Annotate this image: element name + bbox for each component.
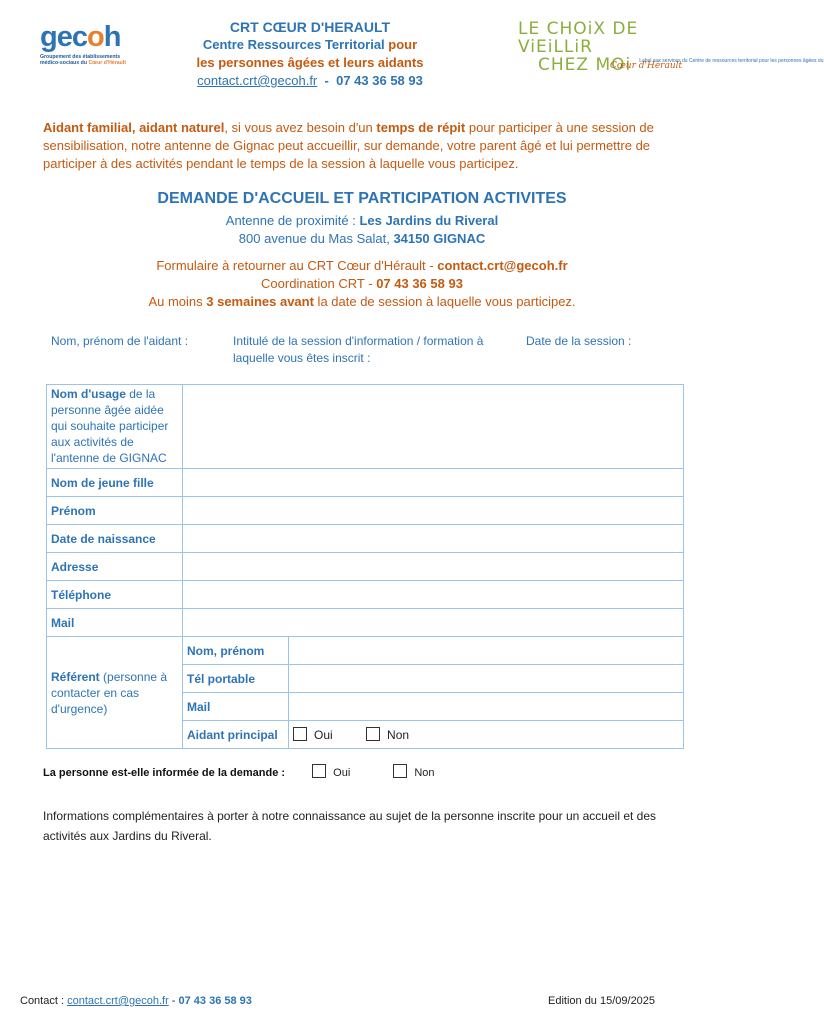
address-line: 800 avenue du Mas Salat, 34150 GIGNAC [238, 231, 486, 246]
main-caregiver-label: Aidant principal [183, 721, 289, 749]
delay-line: Au moins 3 semaines avant la date de session à laquelle vous participez. [148, 294, 576, 309]
footer-edition: Edition du 15/09/2025 [548, 995, 656, 1007]
referent-mail-label: Mail [183, 693, 289, 721]
address-field[interactable] [183, 553, 684, 581]
informed-question-row [43, 764, 475, 779]
maiden-name-label: Nom de jeune fille [47, 469, 183, 497]
session-date-label: Date de la session : [526, 334, 632, 348]
footer-email-link[interactable]: contact.crt@gecoh.fr [67, 995, 169, 1007]
table-row [47, 553, 684, 581]
usage-name-field[interactable] [183, 385, 684, 469]
usage-name-label: Nom d'usage de la personne âgée aidée qui souhaite participer aux activités de l'antenne de GIGNAC [47, 385, 183, 469]
intro-paragraph: Aidant familial, aidant naturel, si vous avez besoin d'un temps de répit pour participer à une session de sensibilisation, notre antenne de Gignac peut accueillir, sur demande, votre parent âgé et lui permettre de participer à des activités pendant le temps de la session à laquelle vous participez. [43, 120, 654, 171]
main-caregiver-options [289, 721, 684, 749]
request-form-table [46, 384, 684, 749]
table-row [47, 385, 684, 469]
phone-field[interactable] [183, 581, 684, 609]
coeur-herault-signature: Cœur d'Hérault [610, 61, 683, 71]
checkbox-icon[interactable] [293, 727, 307, 741]
gecoh-logo-word: gecoh [40, 21, 121, 53]
referent-mobile-label: Tél portable [183, 665, 289, 693]
crt-contact-line: contact.crt@gecoh.fr - 07 43 36 58 93 [197, 73, 423, 88]
additional-info-text: Informations complémentaires à porter à notre connaissance au sujet de la personne inscrite pour un accueil et des activités aux Jardins du Riveral. [43, 809, 657, 843]
mail-field[interactable] [183, 609, 684, 637]
table-row [47, 637, 684, 665]
main-caregiver-no[interactable]: Non [366, 727, 409, 742]
referent-label: Référent (personne à contacter en cas d'urgence) [47, 637, 183, 749]
referent-name-field[interactable] [289, 637, 684, 665]
coordination-line: Coordination CRT - 07 43 36 58 93 [261, 276, 463, 291]
informed-no[interactable]: Non [393, 764, 434, 779]
checkbox-icon[interactable] [366, 727, 380, 741]
aidant-name-label: Nom, prénom de l'aidant : [51, 334, 189, 348]
crt-subtitle-2: les personnes âgées et leurs aidants [196, 55, 424, 70]
table-row [47, 497, 684, 525]
footer-phone: 07 43 36 58 93 [178, 995, 252, 1007]
birthdate-field[interactable] [183, 525, 684, 553]
header-center [160, 18, 460, 90]
gecoh-logo-tagline: Groupement des établissements médico-sociaux du Cœur d'Hérault [40, 54, 126, 66]
choix-de-vieillir-logo: LE CHOiX DE ViEiLLiR CHEZ MOi Label aux services du Centre de ressources territorial pour les personnes âgées du Cœur d'Hérault [518, 19, 824, 75]
table-row [47, 469, 684, 497]
referent-mobile-field[interactable] [289, 665, 684, 693]
table-row [47, 609, 684, 637]
crt-subtitle-1: Centre Ressources Territorial pour [202, 37, 418, 52]
informed-yes[interactable]: Oui [312, 764, 350, 779]
referent-name-label: Nom, prénom [183, 637, 289, 665]
table-row [47, 525, 684, 553]
maiden-name-field[interactable] [183, 469, 684, 497]
main-caregiver-yes[interactable]: Oui [293, 727, 333, 742]
form-title: DEMANDE D'ACCUEIL ET PARTICIPATION ACTIVITES [157, 190, 567, 207]
address-label: Adresse [47, 553, 183, 581]
footer-contact: Contact : contact.crt@gecoh.fr - 07 43 36 58 93 [20, 995, 252, 1007]
referent-mail-field[interactable] [289, 693, 684, 721]
crt-title: CRT CŒUR D'HERAULT [229, 19, 391, 35]
antenne-line: Antenne de proximité : Les Jardins du Riveral [225, 213, 499, 228]
informed-question-label: La personne est-elle informée de la demande : [43, 767, 286, 779]
gecoh-logo [40, 22, 140, 66]
table-row [47, 581, 684, 609]
return-line: Formulaire à retourner au CRT Cœur d'Hérault - contact.crt@gecoh.fr [156, 258, 568, 273]
firstname-label: Prénom [47, 497, 183, 525]
session-title-label: Intitulé de la session d'information / formation à laquelle vous êtes inscrit : [233, 334, 484, 365]
header-phone: 07 43 36 58 93 [336, 73, 423, 88]
mail-label: Mail [47, 609, 183, 637]
phone-label: Téléphone [47, 581, 183, 609]
checkbox-icon[interactable] [393, 764, 407, 778]
checkbox-icon[interactable] [312, 764, 326, 778]
header-email-link[interactable]: contact.crt@gecoh.fr [197, 73, 318, 88]
firstname-field[interactable] [183, 497, 684, 525]
birthdate-label: Date de naissance [47, 525, 183, 553]
